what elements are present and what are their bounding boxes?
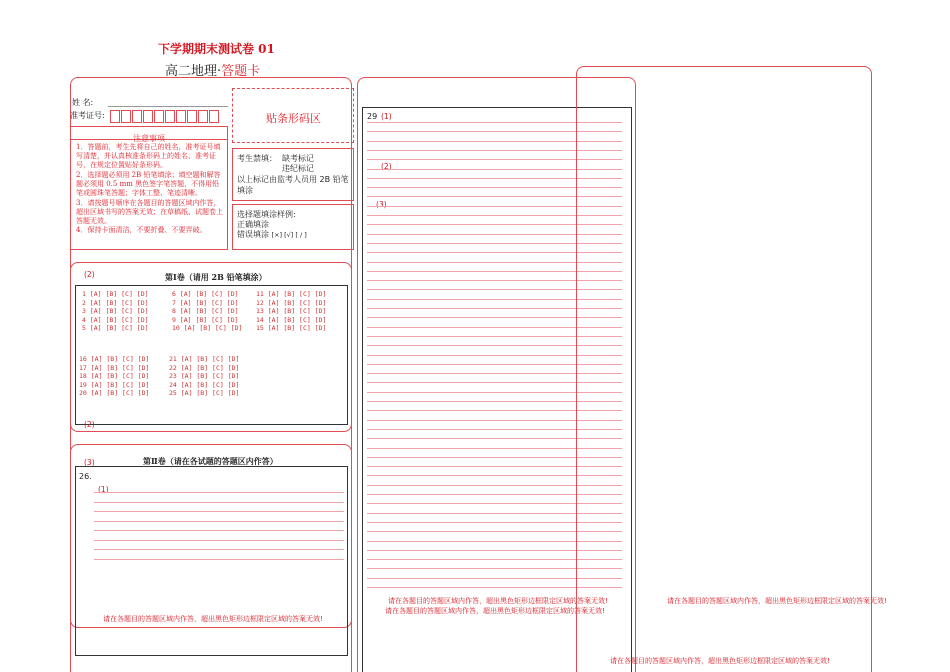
column-1-footer: 请在各题目的答题区域内作答，超出黑色矩形边框限定区域的答案无效!: [103, 615, 323, 623]
name-field[interactable]: [108, 106, 228, 107]
violation-mark[interactable]: 违纪标记: [282, 164, 314, 173]
exam-id-grid[interactable]: [110, 108, 220, 127]
choice-row[interactable]: 21 [A] [B] [C] [D]: [169, 355, 240, 363]
name-label: 姓 名:: [72, 98, 94, 107]
column-2-footer-2: 请在各题目的答题区域内作答，超出黑色矩形边框限定区域的答案无效!: [385, 607, 605, 615]
choice-row[interactable]: 5 [A] [B] [C] [D]: [82, 324, 149, 332]
part1-section-label: (2): [84, 270, 95, 279]
notice-item-4: 4．保持卡面清洁，不要折叠、不要弄破。: [76, 226, 207, 234]
choice-row[interactable]: 13 [A] [B] [C] [D]: [256, 307, 327, 315]
choice-row[interactable]: 22 [A] [B] [C] [D]: [169, 363, 240, 372]
notice-item-1: 1．答题前，考生先将自己的姓名，准考证号填写清楚，并认真核准条形码上的姓名、准考证号，在规定位置贴好条形码。: [76, 143, 221, 169]
question-26-sub-1: (1): [98, 485, 109, 494]
answer-line[interactable]: [94, 492, 344, 493]
choice-row[interactable]: 24 [A] [B] [C] [D]: [169, 380, 240, 389]
choice-row[interactable]: 17 [A] [B] [C] [D]: [79, 363, 150, 372]
answer-line[interactable]: [94, 549, 344, 550]
question-29-sub-1: (1): [381, 112, 392, 121]
forbidden-label: 考生禁填：: [237, 154, 277, 163]
subtitle-main: 高二地理·: [165, 64, 222, 79]
part2-section-label: (3): [84, 458, 95, 467]
choice-row[interactable]: 3 [A] [B] [C] [D]: [82, 307, 149, 315]
choice-row[interactable]: 15 [A] [B] [C] [D]: [256, 324, 327, 332]
choice-row[interactable]: 8 [A] [B] [C] [D]: [172, 307, 239, 315]
choice-row[interactable]: 10 [A] [B] [C] [D]: [172, 324, 243, 332]
fill-wrong-text: 错误填涂: [237, 230, 269, 239]
absent-mark[interactable]: 缺考标记: [282, 154, 314, 163]
choice-row[interactable]: 9 [A] [B] [C] [D]: [172, 315, 239, 324]
notice-item-3: 3．请按题号顺序在各题目的答题区域内作答，超出区域书写的答案无效；在草稿纸、试题卷上答题无效。: [76, 199, 223, 225]
fill-sample-label: 选择题填涂样例:: [237, 210, 296, 219]
answer-line[interactable]: [94, 530, 344, 531]
column-3-frame: [576, 66, 872, 672]
choice-row[interactable]: 18 [A] [B] [C] [D]: [79, 372, 150, 380]
part1-bottom-label: (2): [84, 420, 95, 429]
question-29: 29: [367, 112, 378, 121]
fill-wrong-marks: [×] [√] [ / ]: [271, 231, 307, 239]
fill-wrong-label: [237, 229, 307, 240]
answer-line[interactable]: [94, 521, 344, 522]
choice-row[interactable]: 25 [A] [B] [C] [D]: [169, 389, 240, 397]
choice-row[interactable]: 2 [A] [B] [C] [D]: [82, 298, 149, 307]
exam-title: 下学期期末测试卷 01: [158, 42, 275, 56]
question-29-sub-2: (2): [381, 162, 392, 171]
question-26: 26．: [79, 472, 98, 481]
choice-row[interactable]: 20 [A] [B] [C] [D]: [79, 389, 150, 397]
answer-line[interactable]: [94, 559, 344, 560]
column-3-bottom-footer: 请在各题目的答题区域内作答，超出黑色矩形边框限定区域的答案无效!: [610, 657, 830, 665]
subtitle-accent: 答题卡: [221, 64, 261, 79]
exam-id-label: 准考证号:: [70, 111, 105, 120]
question-29-sub-3: (3): [376, 200, 387, 209]
choice-row[interactable]: 6 [A] [B] [C] [D]: [172, 290, 239, 298]
choice-row[interactable]: 23 [A] [B] [C] [D]: [169, 372, 240, 380]
choice-row[interactable]: 7 [A] [B] [C] [D]: [172, 298, 239, 307]
fill-correct-label: 正确填涂: [237, 220, 269, 229]
column-2-footer-1: 请在各题目的答题区域内作答，超出黑色矩形边框限定区域的答案无效!: [388, 597, 608, 605]
forbidden-note: 以上标记由监考人员用 2B 铅笔填涂: [237, 175, 349, 195]
notice-title-bar: [70, 126, 228, 143]
answer-line[interactable]: [94, 502, 344, 503]
choice-row[interactable]: 4 [A] [B] [C] [D]: [82, 315, 149, 324]
choice-row[interactable]: 1 [A] [B] [C] [D]: [82, 290, 149, 298]
notice-title: 注意事项: [133, 134, 165, 143]
part1-title: 第Ⅰ卷（请用 2B 铅笔填涂）: [165, 272, 267, 282]
choice-row[interactable]: 16 [A] [B] [C] [D]: [79, 355, 150, 363]
column-3-footer: 请在各题目的答题区域内作答，超出黑色矩形边框限定区域的答案无效!: [667, 597, 887, 605]
part2-title: 第Ⅱ卷（请在各试题的答题区内作答）: [143, 456, 278, 466]
part2-answer-frame: [75, 466, 348, 656]
barcode-label: 贴条形码区: [266, 112, 321, 125]
choice-row[interactable]: 19 [A] [B] [C] [D]: [79, 380, 150, 389]
choice-row[interactable]: 12 [A] [B] [C] [D]: [256, 298, 327, 307]
choice-row[interactable]: 14 [A] [B] [C] [D]: [256, 315, 327, 324]
answer-line[interactable]: [94, 511, 344, 512]
answer-line[interactable]: [94, 540, 344, 541]
choice-row[interactable]: 11 [A] [B] [C] [D]: [256, 290, 327, 298]
notice-item-2: 2．选择题必须用 2B 铅笔填涂；填空题和解答题必须用 0.5 mm 黑色签字笔答题，不得用铅笔或圆珠笔答题；字体工整、笔迹清晰。: [76, 171, 221, 197]
